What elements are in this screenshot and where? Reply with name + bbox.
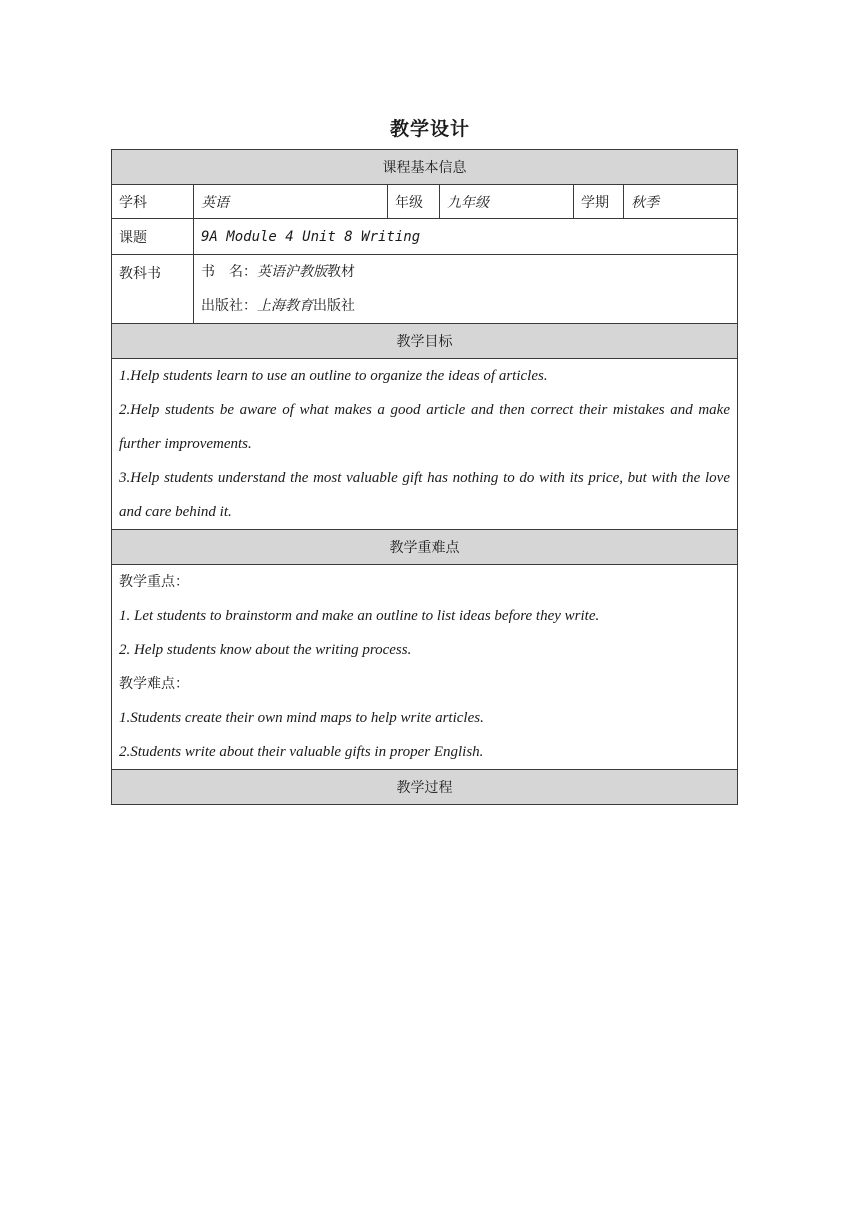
difficulty-item: 1.Students create their own mind maps to help write articles. xyxy=(119,710,484,726)
section-header-key-points: 教学重难点 xyxy=(112,530,738,565)
grade-label: 年级 xyxy=(388,185,440,219)
section-header-goals: 教学目标 xyxy=(112,324,738,359)
goal-item: 3.Help students understand the most valuable gift has nothing to do with its price, but with the love and care behind it. xyxy=(119,470,730,520)
publisher-value-rest: 出版社 xyxy=(313,298,355,314)
goal-item: 1.Help students learn to use an outline to organize the ideas of articles. xyxy=(119,368,548,384)
focus-item: 2. Help students know about the writing process. xyxy=(119,642,412,658)
key-points-cell xyxy=(112,565,738,770)
page-title: 教学设计 xyxy=(389,118,470,140)
subject-label: 学科 xyxy=(112,185,194,219)
publisher-value-italic: 上海教育 xyxy=(257,298,313,314)
focus-label: 教学重点： xyxy=(119,574,189,590)
book-name-label: 书 名： xyxy=(201,264,257,280)
goal-item: 2.Help students be aware of what makes a good article and then correct their mistakes and make further improvements. xyxy=(119,402,730,452)
topic-value: 9A Module 4 Unit 8 Writing xyxy=(194,219,738,255)
grade-value: 九年级 xyxy=(440,185,574,219)
difficulty-item: 2.Students write about their valuable gifts in proper English. xyxy=(119,744,484,760)
book-name-value-rest: 教材 xyxy=(327,264,355,280)
term-value: 秋季 xyxy=(624,185,738,219)
publisher-label: 出版社： xyxy=(201,298,257,314)
section-header-process: 教学过程 xyxy=(112,770,738,805)
goals-cell xyxy=(112,359,738,530)
topic-label: 课题 xyxy=(112,219,194,255)
term-label: 学期 xyxy=(574,185,624,219)
difficulty-label: 教学难点： xyxy=(119,676,189,692)
book-name-value-italic: 英语沪教版 xyxy=(257,264,327,280)
textbook-details xyxy=(194,255,738,324)
lesson-plan-table xyxy=(111,149,738,805)
textbook-label: 教科书 xyxy=(112,255,194,324)
book-name-line xyxy=(201,255,730,289)
focus-item: 1. Let students to brainstorm and make an outline to list ideas before they write. xyxy=(119,608,600,624)
subject-value: 英语 xyxy=(194,185,388,219)
publisher-line xyxy=(201,289,730,323)
section-header-basic-info: 课程基本信息 xyxy=(112,150,738,185)
